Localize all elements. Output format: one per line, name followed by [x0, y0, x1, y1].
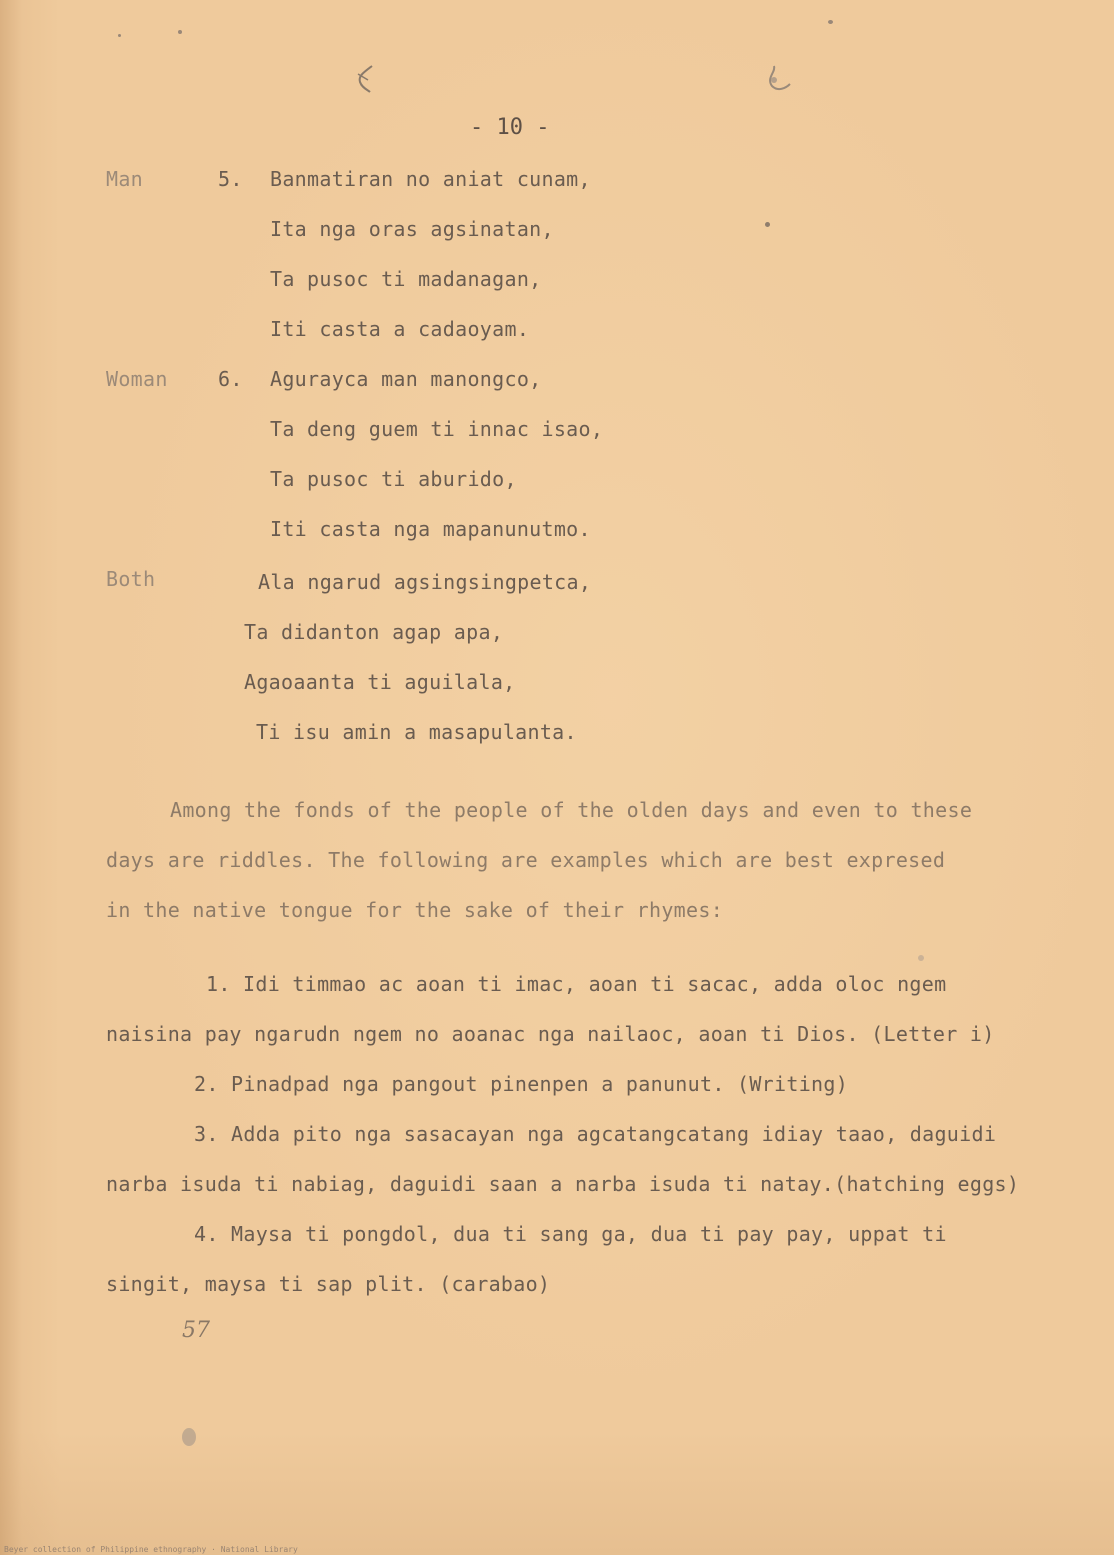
verse-line: Ta pusoc ti aburido,: [270, 467, 517, 491]
footer-caption: Beyer collection of Philippine ethnography · National Library: [4, 1545, 298, 1554]
verse-line: Banmatiran no aniat cunam,: [270, 167, 591, 191]
dot-2: [118, 34, 121, 37]
verse-line: Iti casta nga mapanunutmo.: [270, 517, 591, 541]
paragraph-line: days are riddles. The following are examples which are best expresed: [106, 848, 946, 872]
verse-line: Ta didanton agap apa,: [244, 620, 504, 644]
verse-line: Ala ngarud agsingsingpetca,: [258, 570, 592, 594]
riddle-line: narba isuda ti nabiag, daguidi saan a narba isuda ti natay.(hatching eggs): [106, 1172, 1020, 1196]
dot-1: [178, 30, 182, 34]
ink-speck-mark-right: [760, 62, 794, 96]
riddle-line: 4. Maysa ti pongdol, dua ti sang ga, dua ti pay pay, uppat ti: [194, 1222, 947, 1246]
paragraph-line: Among the fonds of the people of the olden days and even to these: [170, 798, 973, 822]
verse-line: Agaoaanta ti aguilala,: [244, 670, 516, 694]
verse-line: Ta pusoc ti madanagan,: [270, 267, 542, 291]
paragraph-line: in the native tongue for the sake of their rhymes:: [106, 898, 724, 922]
verse-line: Ita nga oras agsinatan,: [270, 217, 554, 241]
speaker-label-man: Man: [106, 167, 144, 191]
handwritten-page-number: 57: [182, 1318, 210, 1343]
speaker-label-both: Both: [106, 567, 156, 591]
ink-speck-mark-left: [350, 62, 380, 96]
verse-line: Ta deng guem ti innac isao,: [270, 417, 604, 441]
dot-5: [828, 20, 833, 24]
verse-line: Iti casta a cadaoyam.: [270, 317, 530, 341]
riddle-line: singit, maysa ti sap plit. (carabao): [106, 1272, 551, 1296]
speaker-label-woman: Woman: [106, 367, 168, 391]
dot-4: [918, 955, 924, 961]
stanza-number: 5.: [218, 167, 243, 191]
riddle-line: 3. Adda pito nga sasacayan nga agcatangcatang idiay taao, daguidi: [194, 1122, 997, 1146]
stanza-number: 6.: [218, 367, 243, 391]
verse-line: Ti isu amin a masapulanta.: [256, 720, 577, 744]
stain-blot: [182, 1428, 196, 1446]
dot-3: [765, 222, 770, 227]
page-number: - 10 -: [470, 115, 550, 140]
riddle-line: 1. Idi timmao ac aoan ti imac, aoan ti sacac, adda oloc ngem: [206, 972, 947, 996]
riddle-line: naisina pay ngarudn ngem no aoanac nga nailaoc, aoan ti Dios. (Letter i): [106, 1022, 995, 1046]
verse-line: Agurayca man manongco,: [270, 367, 542, 391]
riddle-line: 2. Pinadpad nga pangout pinenpen a panunut. (Writing): [194, 1072, 849, 1096]
